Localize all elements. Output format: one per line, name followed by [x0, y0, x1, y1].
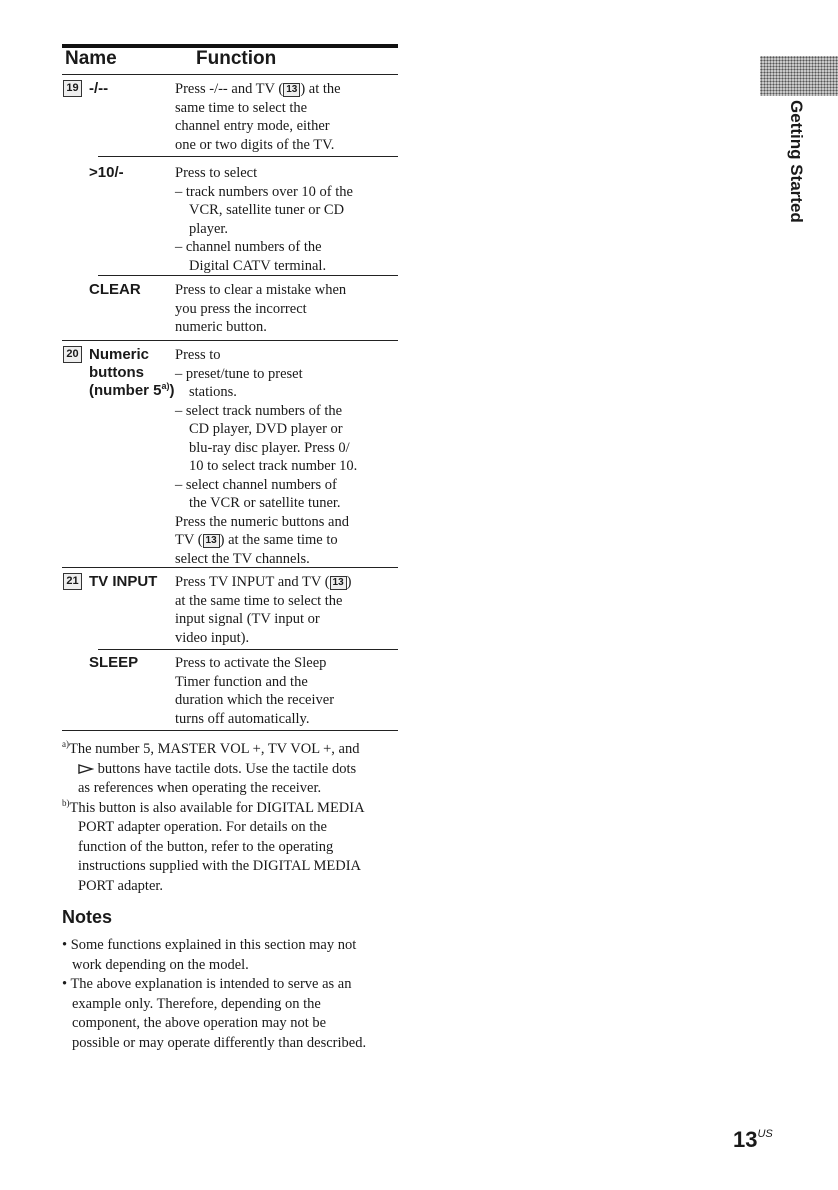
column-header-name: Name: [65, 48, 117, 69]
button-name-tv-input: TV INPUT: [89, 573, 158, 590]
row-divider: [98, 275, 398, 276]
function-description: Press -/-- and TV ( 13 ) at the same time to select the channel entry mode, either one or two digits of the TV.: [175, 81, 341, 153]
section-tab-marker: [760, 56, 838, 96]
notes-heading: Notes: [62, 907, 113, 927]
function-description: Press to – preset/tune to preset stations. – select track numbers of the CD player, DVD player or blu-ray disc player. Press 0/ 10 to select track number 10. – select channel numbers of the VCR or satellite tuner. Press the numeric buttons and TV ( 13 ) at the same time to select the TV channels.: [175, 347, 358, 567]
item-number-badge: 21: [63, 573, 82, 590]
item-reference-badge: 13: [203, 534, 220, 548]
function-description: Press to activate the Sleep Timer function and the duration which the receiver turns off automatically.: [175, 655, 335, 727]
item-number-badge: 19: [63, 80, 82, 97]
table-bottom-rule: [62, 730, 398, 731]
column-header-function: Function: [196, 48, 277, 69]
header-bottom-rule: [62, 74, 398, 75]
note-item: • Some functions explained in this section may not: [62, 937, 357, 953]
row-divider: [98, 649, 398, 650]
footnote-mark: b): [62, 797, 70, 808]
button-name-sleep: SLEEP: [89, 654, 139, 671]
row-divider: [98, 156, 398, 157]
row-divider: [62, 567, 398, 568]
item-reference-badge: 13: [283, 83, 300, 97]
section-side-label: Getting Started: [787, 100, 806, 223]
button-name-over10: >10/-: [89, 164, 124, 181]
footnote-mark: a): [62, 739, 69, 749]
function-description: Press to clear a mistake when you press the incorrect numeric button.: [175, 282, 347, 335]
button-name-clear: CLEAR: [89, 281, 141, 298]
page-number: $13^{US}$: [733, 1127, 773, 1152]
footnotes: $^{a)}$The number 5, MASTER VOL +, TV VOL +, and buttons have tactile dots. Use the tactile dots as references when operating the receiver. $^{b)}$This button is also available for DIGITAL MEDIA PORT adapter operation. For details on the function of the button, refer to the operating instructions supplied with the DIGITAL MEDIA PORT adapter.: [62, 739, 365, 894]
function-description: Press to select – track numbers over 10 of the VCR, satellite tuner or CD player. – channel numbers of the Digital CATV terminal.: [175, 165, 353, 274]
play-arrow-icon: [78, 764, 94, 774]
note-item: • The above explanation is intended to serve as an: [62, 976, 352, 992]
function-description: Press TV INPUT and TV ( 13 ) at the same time to select the input signal (TV input or video input).: [175, 574, 352, 646]
button-name-numeric: Numeric buttons (number 5$^{a)}$): [89, 346, 175, 399]
row-divider: [62, 340, 398, 341]
button-name-dash: -/--: [89, 80, 109, 97]
item-reference-badge: 13: [330, 576, 347, 590]
notes-list: • Some functions explained in this section may not work depending on the model. • The above explanation is intended to serve as an example only. Therefore, depending on the component, the above operation may not be possible or may operate differently than described.: [62, 936, 407, 1053]
item-number-badge: 20: [63, 346, 82, 363]
